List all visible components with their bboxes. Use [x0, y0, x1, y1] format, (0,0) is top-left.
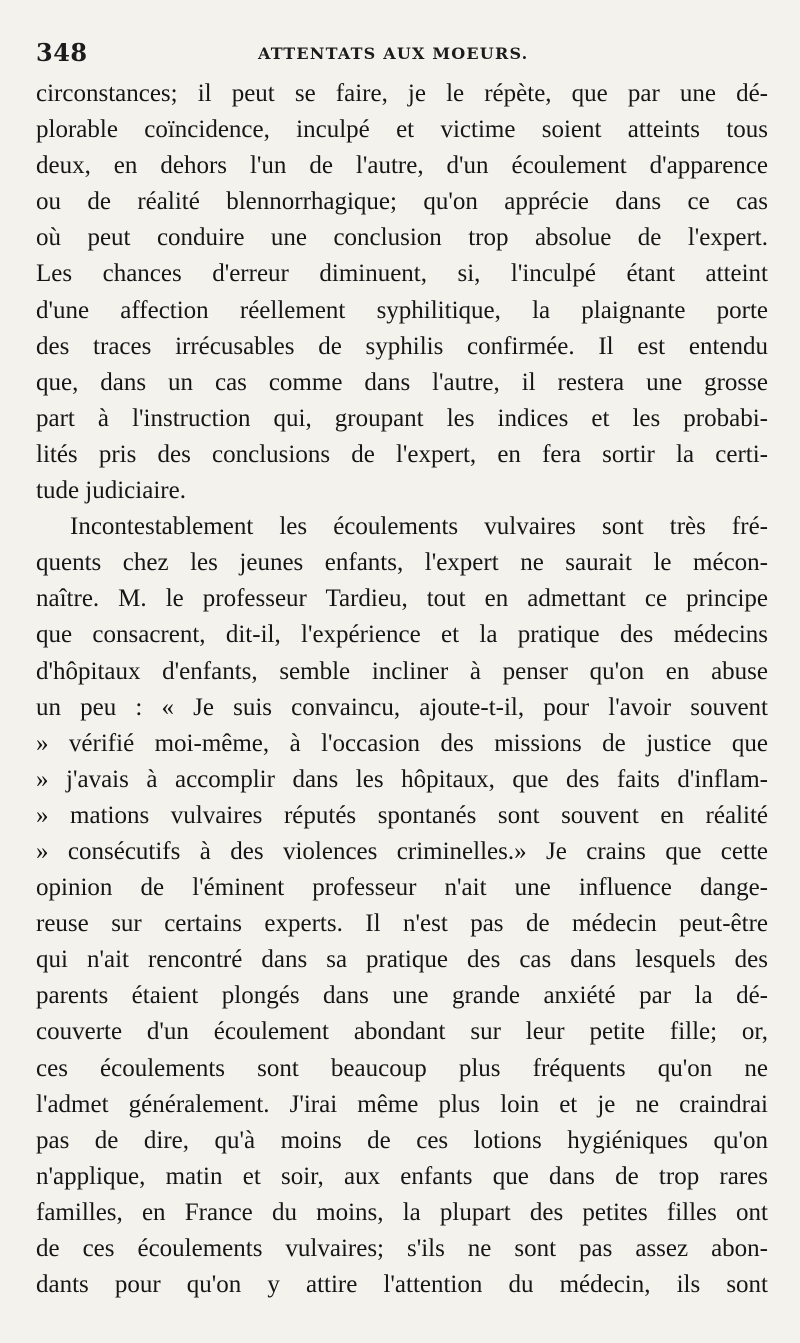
page-header: [36, 36, 766, 72]
text-line: ou de réalité blennorrhagique; qu'on apprécie dans ce cas: [36, 188, 768, 216]
text-line: de ces écoulements vulvaires; s'ils ne sont pas assez abon-: [36, 1235, 768, 1262]
text-line: ces écoulements sont beaucoup plus fréquents qu'on ne: [36, 1054, 768, 1082]
text-line: d'hôpitaux d'enfants, semble incliner à penser qu'on en abuse: [36, 657, 768, 685]
text-line: » j'avais à accomplir dans les hôpitaux, que des faits d'inflam-: [36, 765, 768, 793]
text-line: plorable coïncidence, inculpé et victime soient atteints tous: [36, 116, 768, 144]
text-line: » vérifié moi-même, à l'occasion des missions de justice que: [36, 729, 768, 757]
text-line: des traces irrécusables de syphilis confirmée. Il est entendu: [36, 332, 768, 360]
text-line: familles, en France du moins, la plupart des petites filles ont: [36, 1198, 768, 1226]
text-line: Incontestablement les écoulements vulvaires sont très fré-: [70, 513, 768, 541]
text-line: dants pour qu'on y attire l'attention du médecin, ils sont: [36, 1271, 768, 1299]
text-line: parents étaient plongés dans une grande anxiété par la dé-: [36, 982, 768, 1010]
text-line: n'applique, matin et soir, aux enfants que dans de trop rares: [36, 1162, 768, 1190]
text-line: lités pris des conclusions de l'expert, en fera sortir la certi-: [36, 440, 768, 468]
text-line: l'admet généralement. J'irai même plus loin et je ne craindrai: [36, 1090, 768, 1118]
page-number: 348: [36, 38, 88, 67]
text-line: un peu : « Je suis convaincu, ajoute-t-il, pour l'avoir souvent: [36, 693, 768, 721]
text-line: Les chances d'erreur diminuent, si, l'inculpé étant atteint: [36, 260, 768, 288]
text-line: couverte d'un écoulement abondant sur leur petite fille; or,: [36, 1018, 768, 1046]
text-line: que, dans un cas comme dans l'autre, il restera une grosse: [36, 368, 768, 396]
text-line: d'une affection réellement syphilitique, la plaignante porte: [36, 296, 768, 324]
text-line: deux, en dehors l'un de l'autre, d'un écoulement d'apparence: [36, 152, 768, 180]
text-line: part à l'instruction qui, groupant les indices et les probabi-: [36, 404, 768, 432]
text-line: pas de dire, qu'à moins de ces lotions hygiéniques qu'on: [36, 1126, 768, 1154]
text-line: » consécutifs à des violences criminelles.» Je crains que cette: [36, 837, 768, 865]
text-line: naître. M. le professeur Tardieu, tout en admettant ce principe: [36, 585, 768, 613]
text-line: circonstances; il peut se faire, je le répète, que par une dé-: [36, 80, 768, 107]
running-title: ATTENTATS AUX MOEURS.: [258, 44, 529, 63]
text-line: reuse sur certains experts. Il n'est pas de médecin peut-être: [36, 910, 768, 938]
text-line: » mations vulvaires réputés spontanés sont souvent en réalité: [36, 801, 768, 829]
text-line: tude judiciaire.: [36, 477, 186, 505]
text-line: où peut conduire une conclusion trop absolue de l'expert.: [36, 224, 768, 252]
text-line: opinion de l'éminent professeur n'ait une influence dange-: [36, 874, 768, 902]
text-line: quents chez les jeunes enfants, l'expert ne saurait le mécon-: [36, 549, 768, 577]
text-line: qui n'ait rencontré dans sa pratique des cas dans lesquels des: [36, 946, 768, 974]
text-line: que consacrent, dit-il, l'expérience et la pratique des médecins: [36, 621, 768, 649]
body-text: [36, 76, 768, 1303]
